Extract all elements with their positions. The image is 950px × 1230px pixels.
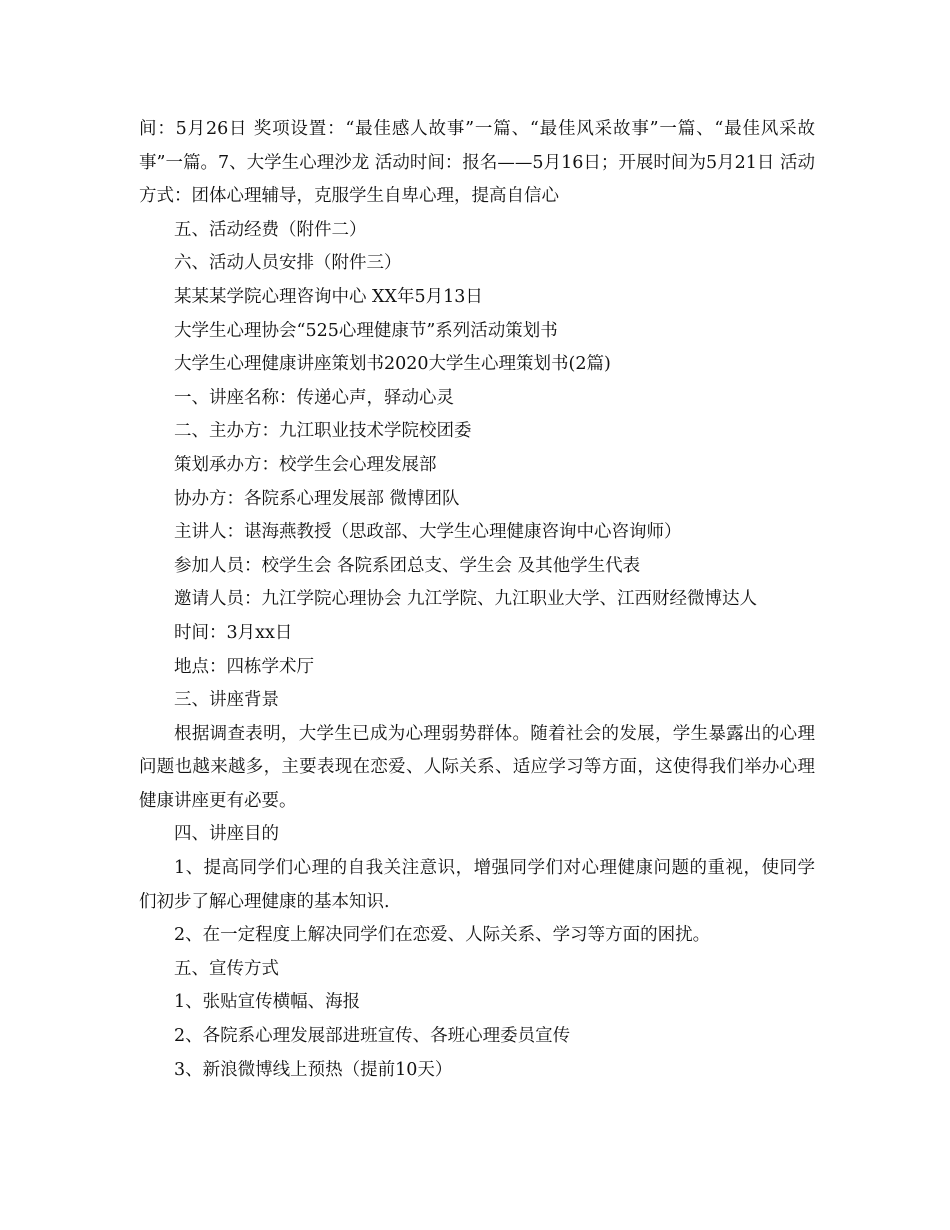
paragraph: 三、讲座背景	[174, 690, 279, 711]
paragraph: 邀请人员：九江学院心理协会 九江学院、九江职业大学、江西财经微博达人	[174, 589, 758, 610]
paragraph: 四、讲座目的	[174, 824, 279, 845]
paragraph: 一、讲座名称：传递心声，驿动心灵	[174, 387, 454, 408]
paragraph: 五、活动经费（附件二）	[174, 219, 367, 240]
paragraph: 根据调查表明，大学生已成为心理弱势群体。随着社会的发展，学生暴露出的心理问题也越来越多，主要表现在恋爱、人际关系、适应学习等方面，这使得我们举办心理健康讲座更有必要。	[139, 723, 815, 811]
document-body	[139, 113, 815, 1087]
paragraph: 六、活动人员安排（附件三）	[174, 253, 402, 274]
paragraph: 1、提高同学们心理的自我关注意识，增强同学们对心理健康问题的重视，使同学们初步了解心理健康的基本知识.	[139, 858, 815, 912]
paragraph: 策划承办方：校学生会心理发展部	[174, 454, 437, 475]
paragraph: 大学生心理健康讲座策划书2020大学生心理策划书(2篇)	[174, 354, 611, 375]
paragraph: 大学生心理协会“525心理健康节”系列活动策划书	[174, 320, 558, 341]
paragraph: 2、在一定程度上解决同学们在恋爱、人际关系、学习等方面的困扰。	[174, 925, 711, 946]
paragraph: 参加人员：校学生会 各院系团总支、学生会 及其他学生代表	[174, 555, 641, 576]
paragraph: 协办方：各院系心理发展部 微博团队	[174, 488, 460, 509]
paragraph: 间：5月26日 奖项设置：“最佳感人故事”一篇、“最佳风采故事”一篇、“最佳风采故事”一篇。7、大学生心理沙龙 活动时间：报名——5月16日；开展时间为5月21日 活动方式：团体心理辅导，克服学生自卑心理，提高自信心	[139, 119, 815, 207]
paragraph: 主讲人：谌海燕教授（思政部、大学生心理健康咨询中心咨询师）	[174, 522, 682, 543]
paragraph: 1、张贴宣传横幅、海报	[174, 992, 361, 1013]
paragraph: 地点：四栋学术厅	[174, 656, 314, 677]
paragraph: 2、各院系心理发展部进班宣传、各班心理委员宣传	[174, 1026, 571, 1047]
paragraph: 时间：3月xx日	[174, 622, 293, 643]
paragraph: 3、新浪微博线上预热（提前10天）	[174, 1059, 453, 1080]
paragraph: 五、宣传方式	[174, 958, 279, 979]
paragraph: 二、主办方：九江职业技术学院校团委	[174, 421, 472, 442]
paragraph: 某某某学院心理咨询中心 XX年5月13日	[174, 286, 483, 307]
